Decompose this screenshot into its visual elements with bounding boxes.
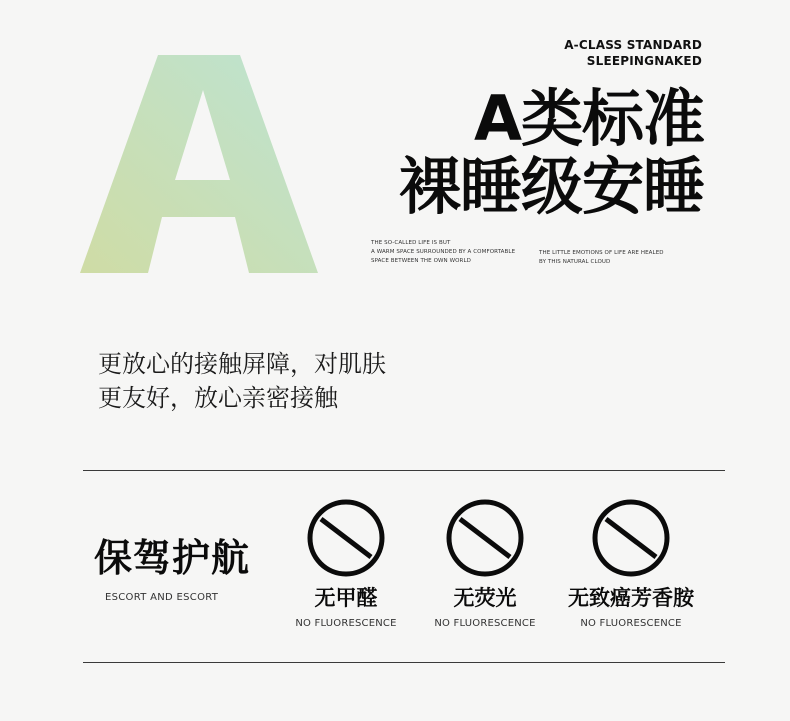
escort-subtitle: ESCORT AND ESCORT [105,592,219,603]
badge-no-fluorescence [400,498,570,630]
english-header-line-2: SLEEPINGNAKED [586,54,702,68]
prohibited-icon [306,498,386,578]
escort-title: 保驾护航 [94,536,251,580]
main-title-line-1: A类标准 [474,82,704,155]
tiny-caption-right-line-2: BY THIS NATURAL CLOUD [539,259,611,265]
badge-label: 无致癌芳香胺 [568,586,694,610]
badge-label: 无甲醛 [314,586,378,610]
big-letter-a-graphic [80,55,318,273]
tiny-caption-right-line-1: THE LITTLE EMOTIONS OF LIFE ARE HEALED [539,250,664,256]
badge-subtitle: NO FLUORESCENCE [295,618,397,629]
tiny-caption-left-line-2: A WARM SPACE SURROUNDED BY A COMFORTABLE [371,249,516,255]
badge-label: 无荧光 [453,586,517,610]
main-title-line-2: 裸睡级安睡 [398,150,704,223]
badge-subtitle: NO FLUORESCENCE [580,618,682,629]
english-header-line-1: A-CLASS STANDARD [564,38,702,52]
english-header [564,37,702,69]
tiny-caption-left-line-3: SPACE BETWEEN THE OWN WORLD [371,258,471,264]
badge-subtitle: NO FLUORESCENCE [434,618,536,629]
description-line-1: 更放心的接触屏障，对肌肤 [98,350,386,378]
divider-bottom [83,662,725,663]
tiny-caption-right [539,249,664,267]
prohibited-icon [445,498,525,578]
prohibited-icon [591,498,671,578]
description-line-2: 更友好，放心亲密接触 [98,384,338,412]
divider-top [83,470,725,471]
tiny-caption-left [371,239,515,266]
description-text [98,347,386,415]
tiny-caption-left-line-1: THE SO-CALLED LIFE IS BUT [371,240,451,246]
badge-no-carcinogenic-amine [546,498,716,630]
